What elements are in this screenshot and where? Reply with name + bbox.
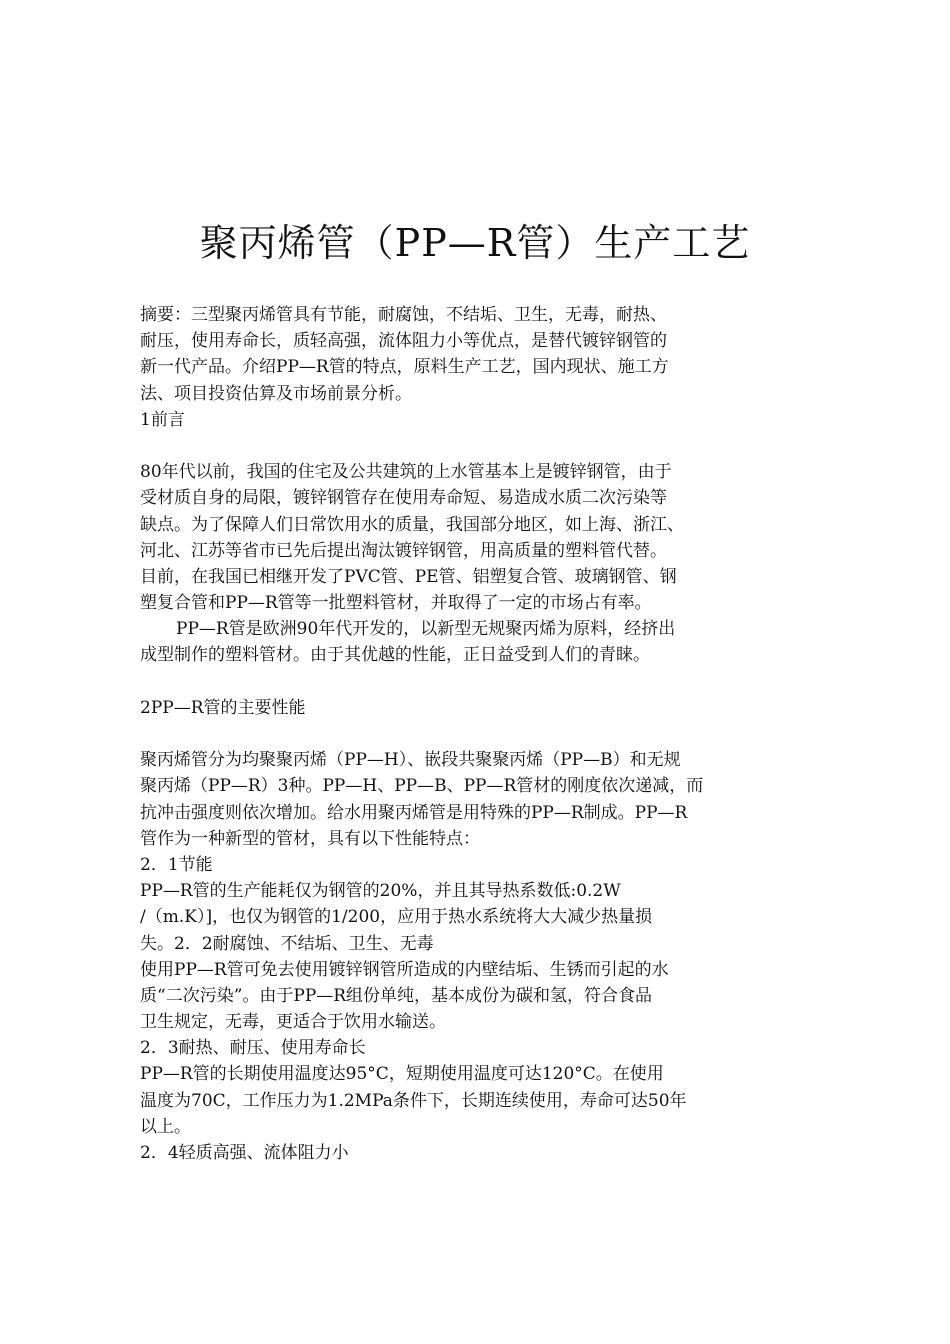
section-1-paragraph-1 xyxy=(140,459,820,616)
paragraph-line: 管作为一种新型的管材，具有以下性能特点： xyxy=(140,828,480,849)
subsection-2-1-text xyxy=(140,878,820,957)
subsection-2-4-heading: 2．4轻质高强、流体阻力小 xyxy=(140,1143,349,1163)
paragraph-line: 失。2．2耐腐蚀、不结垢、卫生、无毒 xyxy=(140,933,434,954)
paragraph-line: 使用PP—R管可免去使用镀锌钢管所造成的内壁结垢、生锈而引起的水 xyxy=(140,959,669,980)
spacer xyxy=(140,669,820,695)
document-body xyxy=(140,302,820,1166)
paragraph-line: PP—R管的长期使用温度达95°C，短期使用温度可达120°C。在使用 xyxy=(140,1064,664,1085)
section-1-heading: 1前言 xyxy=(140,409,185,430)
paragraph-line: /（m.K）]，也仅为钢管的1/200，应用于热水系统将大大减少热量损 xyxy=(140,907,653,928)
paragraph-line: 缺点。为了保障人们日常饮用水的质量，我国部分地区，如上海、浙江、 xyxy=(140,514,684,535)
paragraph-line: 聚丙烯管分为均聚聚丙烯（PP—H）、嵌段共聚聚丙烯（PP—B）和无规 xyxy=(140,750,681,771)
subsection-2-3-text xyxy=(140,1061,820,1140)
abstract xyxy=(140,302,820,407)
paragraph-line: 塑复合管和PP—R管等一批塑料管材，并取得了一定的市场占有率。 xyxy=(140,593,652,614)
abstract-line: 摘要：三型聚丙烯管具有节能，耐腐蚀，不结垢、卫生，无毒，耐热、 xyxy=(140,305,667,325)
paragraph-line: 以上。 xyxy=(140,1116,191,1137)
paragraph-line: 质“二次污染”。由于PP—R组份单纯，基本成份为碳和氢，符合食品 xyxy=(140,985,653,1006)
subsection-2-3-heading: 2．3耐热、耐压、使用寿命长 xyxy=(140,1038,366,1059)
section-2-intro xyxy=(140,747,820,852)
abstract-line: 耐压，使用寿命长，质轻高强，流体阻力小等优点，是替代镀锌钢管的 xyxy=(140,331,667,352)
section-1-paragraph-2 xyxy=(140,616,820,668)
paragraph-line: 80年代以前，我国的住宅及公共建筑的上水管基本上是镀锌钢管，由于 xyxy=(140,462,672,483)
paragraph-line: 温度为70C，工作压力为1.2MPa条件下，长期连续使用，寿命可达50年 xyxy=(140,1090,687,1111)
abstract-line: 新一代产品。介绍PP—R管的特点，原料生产工艺，国内现状、施工方 xyxy=(140,357,669,378)
subsection-2-1-heading: 2．1节能 xyxy=(140,854,213,875)
paragraph-line: PP—R管的生产能耗仅为钢管的20%，并且其导热系数低:0.2W xyxy=(140,881,621,902)
paragraph-line: 卫生规定，无毒，更适合于饮用水输送。 xyxy=(140,1012,446,1033)
paragraph-line: 成型制作的塑料管材。由于其优越的性能，正日益受到人们的青睐。 xyxy=(140,645,650,666)
paragraph-line: 目前，在我国已相继开发了PVC管、PE管、铝塑复合管、玻璃钢管、钢 xyxy=(140,566,677,587)
abstract-line: 法、项目投资估算及市场前景分析。 xyxy=(140,383,412,404)
paragraph-line: 河北、江苏等省市已先后提出淘汰镀锌钢管，用高质量的塑料管代替。 xyxy=(140,540,667,561)
document-title: 聚丙烯管（PP—R管）生产工艺 xyxy=(199,221,751,265)
paragraph-line: PP—R管是欧洲90年代开发的，以新型无规聚丙烯为原料，经挤出 xyxy=(176,619,676,640)
paragraph-line: 受材质自身的局限，镀锌钢管存在使用寿命短、易造成水质二次污染等 xyxy=(140,488,667,509)
spacer xyxy=(140,433,820,459)
spacer xyxy=(140,721,820,747)
paragraph-line: 抗冲击强度则依次增加。给水用聚丙烯管是用特殊的PP—R制成。PP—R xyxy=(140,802,688,823)
paragraph-line: 聚丙烯（PP—R）3种。PP—H、PP—B、PP—R管材的刚度依次递减，而 xyxy=(140,776,704,797)
subsection-2-2-text xyxy=(140,957,820,1036)
section-2-heading: 2PP—R管的主要性能 xyxy=(140,697,306,718)
